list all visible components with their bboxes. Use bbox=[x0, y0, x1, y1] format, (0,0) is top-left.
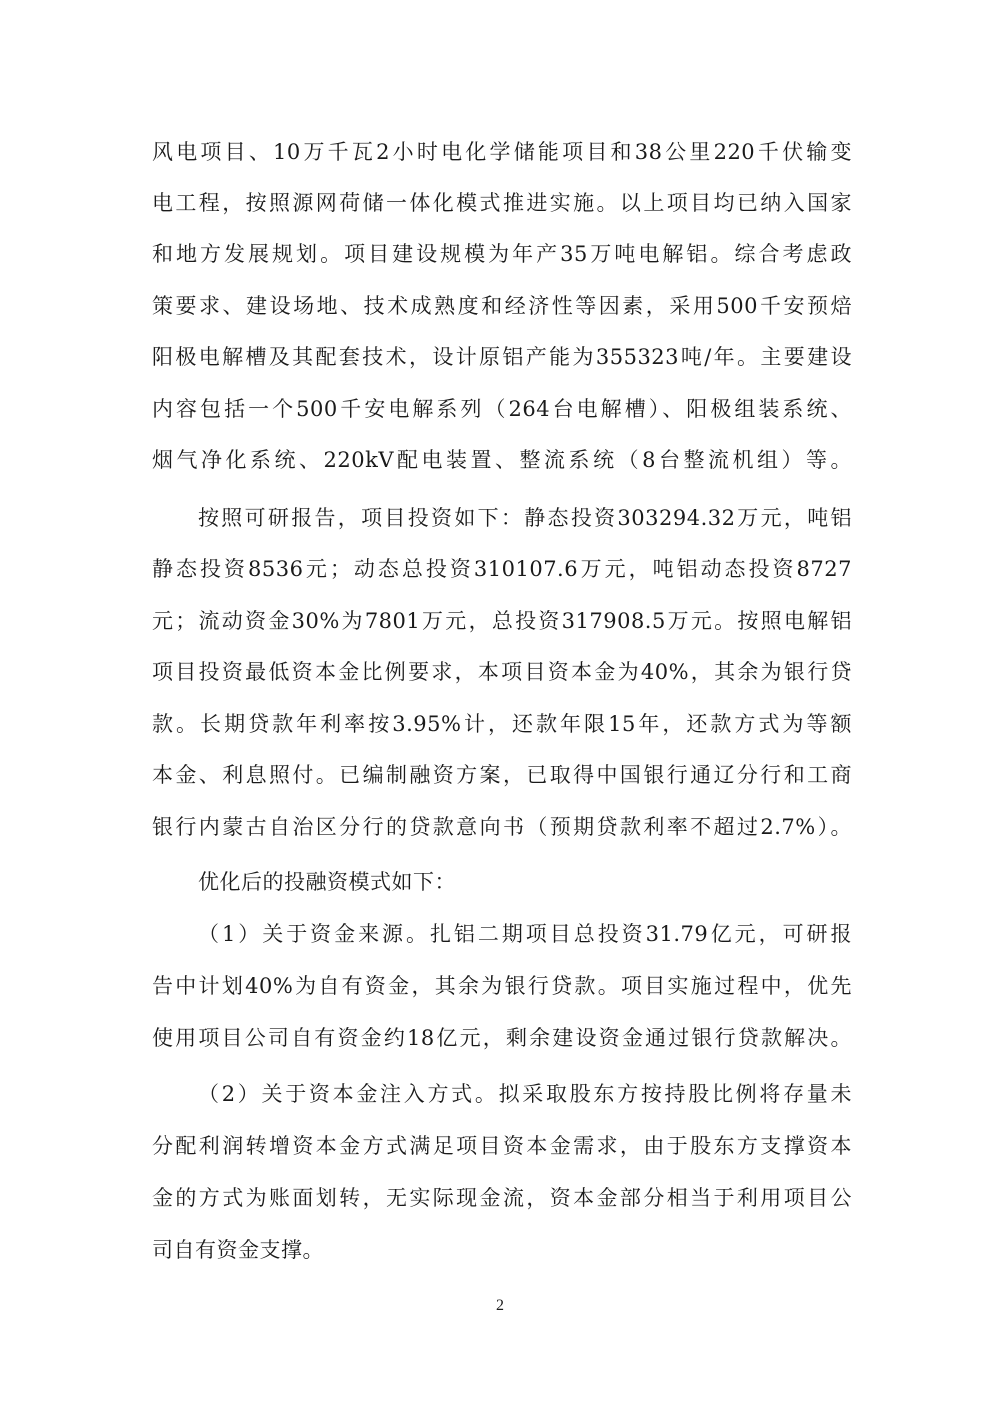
page-number: 2 bbox=[496, 1297, 504, 1314]
text-line: 本金、利息照付。已编制融资方案，已取得中国银行通辽分行和工商 bbox=[152, 763, 852, 787]
text-line: 分配利润转增资本金方式满足项目资本金需求，由于股东方支撑资本 bbox=[152, 1134, 852, 1158]
text-line: 策要求、建设场地、技术成熟度和经济性等因素，采用500千安预焙 bbox=[152, 294, 852, 318]
text-line: 告中计划40%为自有资金，其余为银行贷款。项目实施过程中，优先 bbox=[152, 974, 852, 998]
text-line: 金的方式为账面划转，无实际现金流，资本金部分相当于利用项目公 bbox=[152, 1186, 852, 1210]
text-line: 电工程，按照源网荷储一体化模式推进实施。以上项目均已纳入国家 bbox=[152, 191, 852, 215]
text-line: 静态投资8536元；动态总投资310107.6万元，吨铝动态投资8727 bbox=[152, 557, 852, 581]
text-line: 元；流动资金30%为7801万元，总投资317908.5万元。按照电解铝 bbox=[152, 609, 852, 633]
text-line: 烟气净化系统、220kV配电装置、整流系统（8台整流机组）等。 bbox=[152, 448, 852, 472]
text-line: 使用项目公司自有资金约18亿元，剩余建设资金通过银行贷款解决。 bbox=[152, 1026, 852, 1050]
text-line: 款。长期贷款年利率按3.95%计，还款年限15年，还款方式为等额 bbox=[152, 712, 852, 736]
text-line: 按照可研报告，项目投资如下：静态投资303294.32万元，吨铝 bbox=[198, 506, 852, 530]
text-line: 优化后的投融资模式如下： bbox=[198, 870, 456, 894]
text-line: 风电项目、10万千瓦2小时电化学储能项目和38公里220千伏输变 bbox=[152, 140, 852, 164]
text-line: 阳极电解槽及其配套技术，设计原铝产能为355323吨/年。主要建设 bbox=[152, 345, 852, 369]
text-line: 项目投资最低资本金比例要求，本项目资本金为40%，其余为银行贷 bbox=[152, 660, 852, 684]
text-line: 和地方发展规划。项目建设规模为年产35万吨电解铝。综合考虑政 bbox=[152, 242, 852, 266]
text-line: （2）关于资本金注入方式。拟采取股东方按持股比例将存量未 bbox=[198, 1082, 852, 1106]
text-line: 银行内蒙古自治区分行的贷款意向书（预期贷款利率不超过2.7%）。 bbox=[152, 815, 852, 839]
text-line: （1）关于资金来源。扎铝二期项目总投资31.79亿元，可研报 bbox=[198, 922, 852, 946]
text-line: 内容包括一个500千安电解系列（264台电解槽）、阳极组装系统、 bbox=[152, 397, 852, 421]
text-line: 司自有资金支撑。 bbox=[152, 1238, 324, 1262]
